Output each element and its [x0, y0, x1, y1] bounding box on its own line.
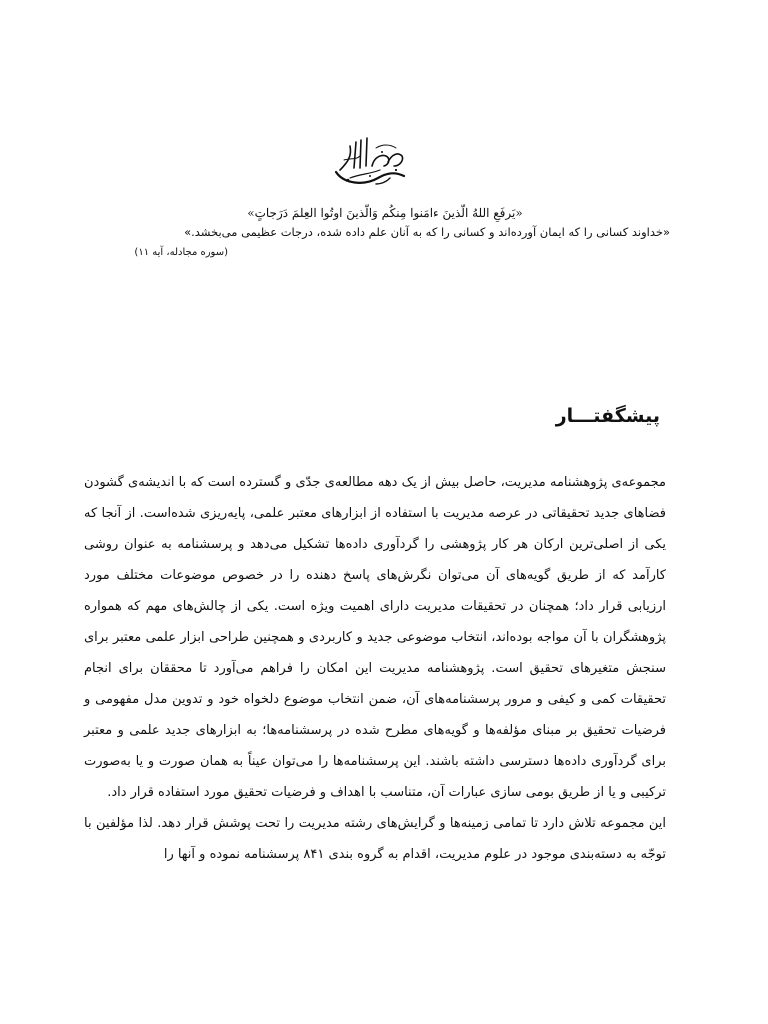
paragraph: این مجموعه تلاش دارد تا تمامی زمینه‌ها و گرایش‌های رشته مدیریت را تحت پوشش قرار دهد. لذا مؤلفین با توجّه به دسته‌بندی موجود در علوم مدیریت، اقدام به گروه بندی ۸۴۱ پرسشنامه نموده و آنها را	[84, 816, 666, 862]
verse-reference: (سوره مجادله، آیه ۱۱)	[134, 247, 228, 258]
quran-verse-arabic: «يَرفَعِ اللهُ الّذينَ ءامَنوا مِنكُم وَالّذينَ اوتُوا العِلمَ دَرَجاتٍ»	[247, 206, 523, 220]
section-title: پیشگفتـــار	[555, 405, 660, 427]
quran-verse-translation: «خداوند کسانی را که ایمان آورده‌اند و کسانی را که به آنان علم داده شده، درجات عظیمی می‌بخشد.»	[184, 225, 670, 239]
paragraph: مجموعه‌ی پژوهشنامه مدیریت، حاصل بیش از یک دهه مطالعه‌ی جدّی و گسترده است که با اندیشه‌ی گشودن فضاهای جدید تحقیقاتی در عرصه مدیریت با استفاده از ابزارهای معتبر علمی، پایه‌ریزی شده‌است. از آنجا که یکی از اصلی‌ترین ارکان هر کار پژوهشی را گردآوری داده‌ها تشکیل می‌دهد و پرسشنامه به عنوان روشی کارآمد که از طریق گویه‌های آن می‌توان نگرش‌های پاسخ دهنده را در خصوص موضوعات مختلف مورد ارزیابی قرار داد؛ همچنان در تحقیقات مدیریت دارای اهمیت ویژه است. یکی از چالش‌های مهم که همواره پژوهشگران با آن مواجه بوده‌اند، انتخاب موضوعی جدید و کاربردی و همچنین طراحی ابزار علمی معتبر برای سنجش متغیرهای تحقیق است. پژوهشنامه مدیریت این امکان را فراهم می‌آورد تا محققان برای انجام تحقیقات کمی و کیفی و مرور پرسشنامه‌های آن، ضمن انتخاب موضوع دلخواه خود و تدوین مدل مفهومی و فرضیات تحقیق بر مبنای مؤلفه‌ها و گویه‌های مطرح شده در پرسشنامه‌ها؛ به ابزارهای جدید علمی و معتبر برای گردآوری داده‌ها دسترسی داشته باشند. این پرسشنامه‌ها را می‌توان عیناً به همان صورت و یا به‌صورت ترکیبی و یا از طریق بومی سازی عبارات آن، متناسب با اهداف و فرضیات تحقیق مورد استفاده قرار داد.	[84, 475, 666, 800]
bismillah-calligraphy	[330, 132, 410, 190]
body-text	[84, 467, 666, 870]
